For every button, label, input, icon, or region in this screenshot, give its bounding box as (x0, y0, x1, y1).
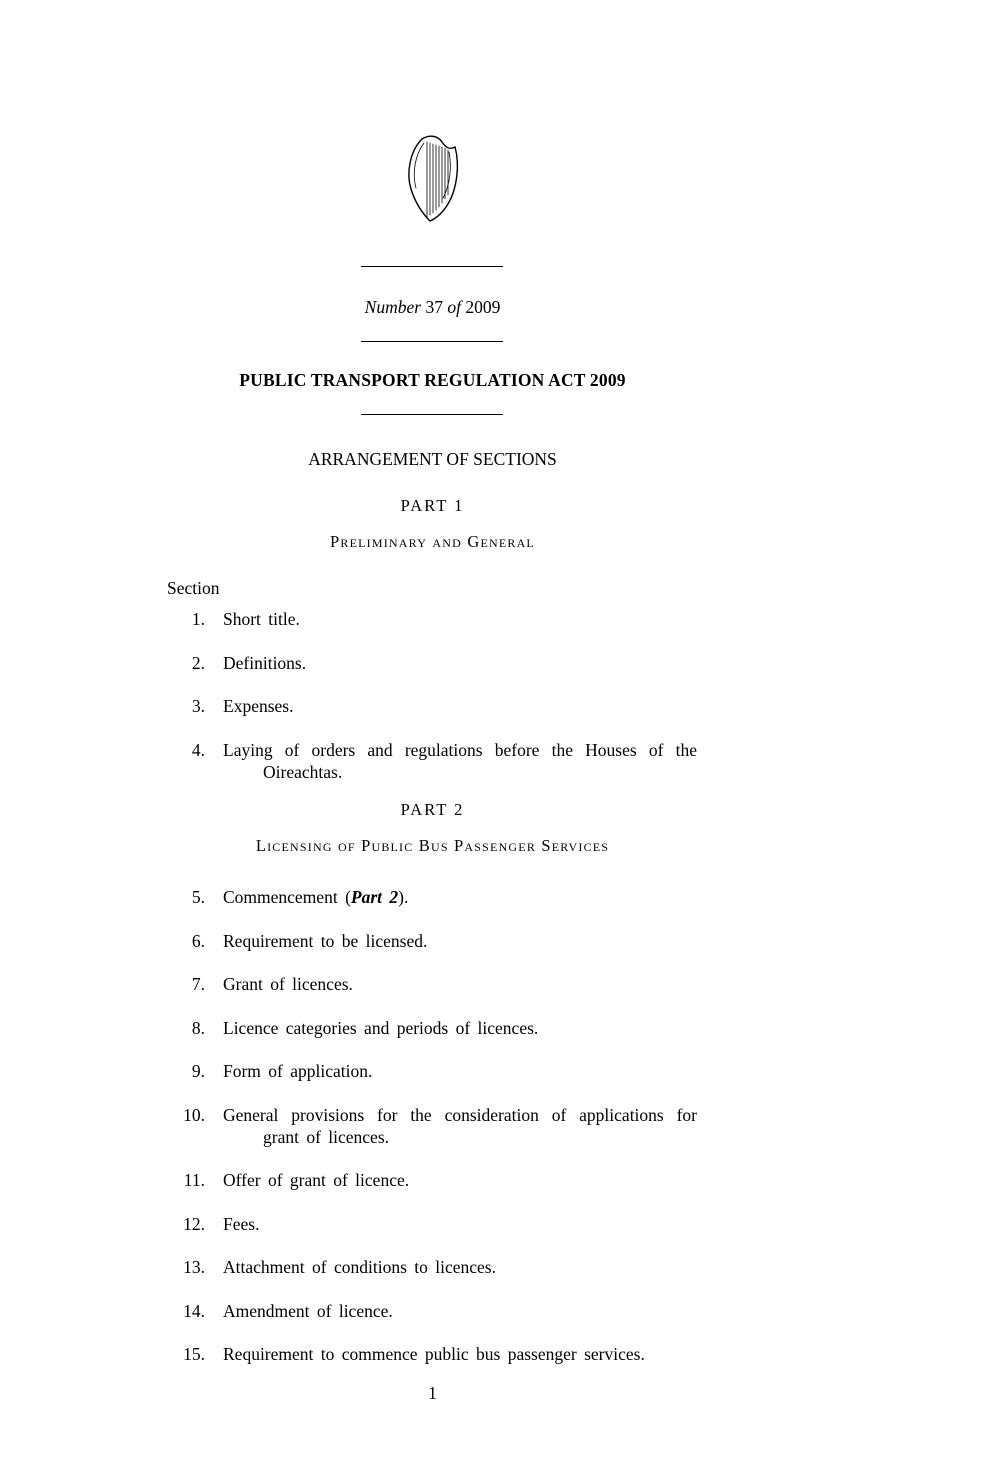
page-number: 1 (428, 1383, 437, 1403)
toc-item-text: Offer of grant of licence. (223, 1170, 410, 1190)
toc-item-5 (167, 886, 698, 908)
divider-rule-top (361, 266, 503, 267)
toc-item-text: General provisions for the consideration of applications for grant of licences. (223, 1104, 697, 1147)
toc-item-text: Definitions. (223, 652, 307, 673)
toc-item-number: 13. (183, 1257, 205, 1277)
part2-subheading: Licensing of Public Bus Passenger Services (255, 836, 610, 855)
toc-item-14 (167, 1300, 698, 1322)
part2-toc-list (167, 886, 698, 1387)
toc-item-number: 7. (191, 974, 205, 994)
toc-item-text (223, 886, 697, 908)
toc-item-9 (167, 1060, 698, 1082)
act-number: 37 (425, 297, 443, 317)
toc-item-11 (167, 1169, 698, 1191)
toc-item-3 (167, 695, 698, 717)
part1-subheading: Preliminary and General (330, 532, 535, 551)
act-number-line (167, 296, 698, 318)
toc-item-text: Fees. (223, 1213, 260, 1234)
toc-item-10 (167, 1104, 698, 1148)
toc-item-text-post: ). (398, 887, 409, 907)
toc-item-text: Requirement to be licensed. (223, 930, 428, 951)
toc-item-text: Short title. (223, 609, 300, 629)
arrangement-heading: ARRANGEMENT OF SECTIONS (308, 449, 557, 469)
toc-item-number: 14. (183, 1300, 205, 1321)
toc-item-text-pre: Commencement ( (223, 887, 351, 907)
toc-item-text: Amendment of licence. (223, 1300, 393, 1321)
toc-item-7 (167, 973, 698, 995)
part1-heading: PART 1 (400, 496, 465, 515)
toc-item-number: 3. (191, 696, 205, 716)
part1-toc-list (167, 608, 698, 804)
toc-item-number: 12. (183, 1213, 205, 1234)
toc-item-number: 8. (191, 1017, 205, 1038)
part2-heading: PART 2 (400, 800, 465, 819)
toc-item-12 (167, 1213, 698, 1235)
divider-rule-middle (361, 341, 503, 342)
toc-item-text: Attachment of conditions to licences. (223, 1257, 496, 1277)
toc-item-number: 10. (183, 1104, 205, 1125)
toc-item-text: Licence categories and periods of licences. (223, 1017, 539, 1038)
harp-emblem-icon (402, 133, 463, 227)
toc-item-number: 15. (183, 1344, 205, 1364)
toc-item-4 (167, 739, 698, 783)
of-word: of (447, 297, 461, 317)
toc-item-13 (167, 1256, 698, 1278)
toc-item-text: Form of application. (223, 1061, 373, 1081)
toc-item-number: 11. (183, 1170, 205, 1190)
toc-item-15 (167, 1343, 698, 1365)
toc-item-number: 2. (191, 652, 205, 673)
toc-item-1 (167, 608, 698, 630)
divider-rule-bottom (361, 414, 503, 415)
toc-item-text: Laying of orders and regulations before the Houses of the Oireachtas. (223, 739, 697, 782)
toc-item-2 (167, 652, 698, 674)
toc-item-text: Requirement to commence public bus passenger services. (223, 1344, 645, 1364)
toc-item-text: Grant of licences. (223, 974, 353, 994)
act-year: 2009 (465, 297, 501, 317)
toc-item-number: 9. (191, 1061, 205, 1081)
toc-item-text-italic: Part 2 (350, 887, 399, 907)
toc-item-number: 4. (191, 739, 205, 760)
toc-item-8 (167, 1017, 698, 1039)
toc-item-6 (167, 930, 698, 952)
toc-item-number: 6. (191, 930, 205, 951)
toc-item-number: 1. (191, 609, 205, 629)
act-title: PUBLIC TRANSPORT REGULATION ACT 2009 (239, 370, 626, 390)
toc-item-text: Expenses. (223, 696, 294, 716)
section-label: Section (167, 578, 220, 598)
number-word: Number (364, 297, 422, 317)
toc-item-number: 5. (191, 887, 205, 907)
